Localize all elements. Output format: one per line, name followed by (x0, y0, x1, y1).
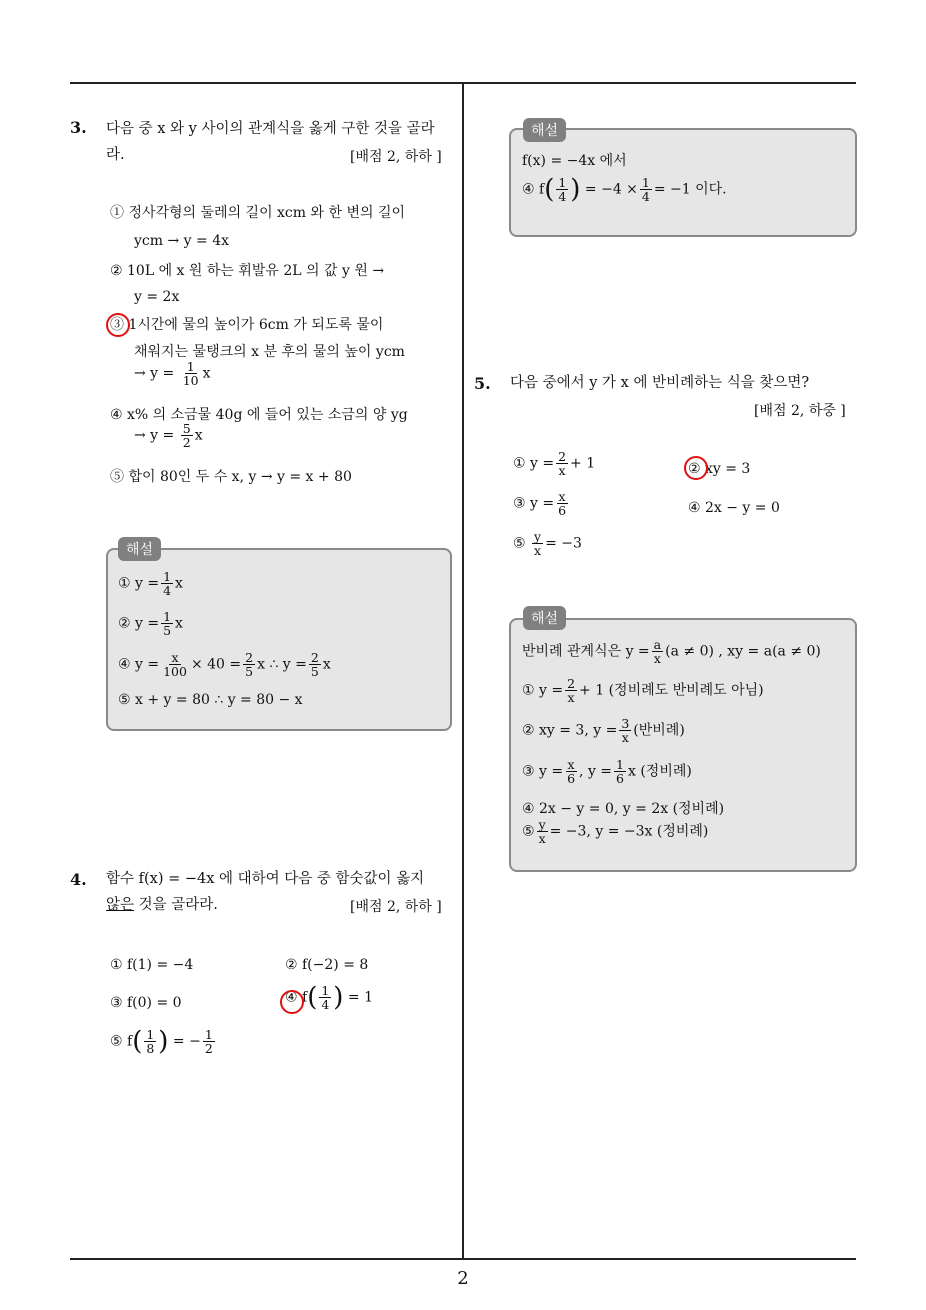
choice-2: ② f(−2) = 8 (285, 957, 369, 973)
choice-4: ④ 2x − y = 0 (688, 500, 780, 516)
choice-2: ② 10L 에 x 원 하는 휘발유 2L 의 값 y 원 → (110, 263, 385, 279)
page-number: 2 (457, 1268, 469, 1289)
choice-2-cont: y = 2x (134, 289, 180, 305)
score-label: [배점 2, 하하 ] (350, 149, 442, 165)
solution-line-2: ② y = $\frac{1}{5}$ x (118, 609, 183, 638)
choice-1-cont: ycm → y = 4x (134, 233, 229, 249)
solution-line-2: ① y = $\frac{2}{x}$ + 1 (정비례도 반비례도 아님) (522, 676, 764, 705)
choice-3-cont: 채워지는 물탱크의 x 분 후의 물의 높이 ycm (134, 344, 405, 360)
question-text-line2: 라. (106, 147, 125, 163)
score-label: [배점 2, 하중 ] (754, 403, 846, 419)
choice-5: ⑤ f( $\frac{1}{8}$ ) = − $\frac{1}{2}$ (110, 1026, 213, 1057)
question-number: 5. (474, 374, 491, 393)
question-text-line2: 않은 것을 골라라. (106, 897, 218, 913)
solution-badge: 해설 (523, 606, 566, 630)
solution-line-6: ⑤ $\frac{y}{x}$ = −3, y = −3x (정비례) (522, 817, 709, 846)
choice-3: ③ f(0) = 0 (110, 995, 182, 1011)
solution-line-4: ⑤ x + y = 80 ∴ y = 80 − x (118, 692, 303, 708)
choice-2: ② xy = 3 (688, 461, 751, 477)
choice-5: ⑤ 합이 80인 두 수 x, y → y = x + 80 (110, 469, 352, 485)
score-label: [배점 2, 하하 ] (350, 899, 442, 915)
choice-3: ③ 1시간에 물의 높이가 6cm 가 되도록 물이 (110, 317, 384, 333)
bottom-rule (70, 1258, 856, 1260)
solution-badge: 해설 (523, 118, 566, 142)
solution-line-4: ③ y = $\frac{x}{6}$ , y = $\frac{1}{6}$ x (정비례) (522, 757, 692, 786)
question-text-line1: 다음 중 x 와 y 사이의 관계식을 옳게 구한 것을 골라 (106, 121, 435, 137)
choice-1: ① f(1) = −4 (110, 957, 194, 973)
answer-mark-circle (684, 456, 708, 480)
column-divider (462, 82, 464, 1259)
solution-badge: 해설 (118, 537, 161, 561)
solution-line-2: ④ f( $\frac{1}{4}$ ) = −4 × $\frac{1}{4}$ = −1 이다. (522, 174, 727, 205)
choice-1: ① y = $\frac{2}{x}$ + 1 (513, 449, 596, 478)
solution-line-5: ④ 2x − y = 0, y = 2x (정비례) (522, 801, 725, 817)
choice-5: ⑤ $\frac{y}{x}$ = −3 (513, 529, 582, 558)
solution-line-3: ④ y = $\frac{x}{100}$ × 40 = $\frac{2}{5}$ x ∴ y = $\frac{2}{5}$ x (118, 650, 331, 679)
solution-line-1: f(x) = −4x 에서 (522, 153, 627, 169)
question-text-line1: 함수 f(x) = −4x 에 대하여 다음 중 함숫값이 옳지 (106, 871, 425, 887)
choice-1: ① 정사각형의 둘레의 길이 xcm 와 한 변의 길이 (110, 205, 405, 221)
solution-line-1: ① y = $\frac{1}{4}$ x (118, 569, 183, 598)
question-number: 4. (70, 870, 87, 889)
choice-3: ③ y = $\frac{x}{6}$ (513, 489, 567, 518)
solution-line-3: ② xy = 3, y = $\frac{3}{x}$ (반비례) (522, 716, 685, 745)
answer-mark-circle (106, 313, 130, 337)
choice-3-formula: → y = $\frac{1}{10}$ x (134, 359, 211, 388)
choice-4-formula: → y = $\frac{5}{2}$ x (134, 421, 203, 450)
answer-mark-circle (280, 990, 304, 1014)
solution-line-1: 반비례 관계식은 y = $\frac{a}{x}$ (a ≠ 0) , xy = a(a ≠ 0) (522, 637, 821, 666)
choice-4: ④ f( $\frac{1}{4}$ ) = 1 (285, 982, 373, 1013)
question-text-line1: 다음 중에서 y 가 x 에 반비례하는 식을 찾으면? (510, 375, 810, 391)
question-number: 3. (70, 118, 87, 137)
choice-4: ④ x% 의 소금물 40g 에 들어 있는 소금의 양 yg (110, 407, 408, 423)
